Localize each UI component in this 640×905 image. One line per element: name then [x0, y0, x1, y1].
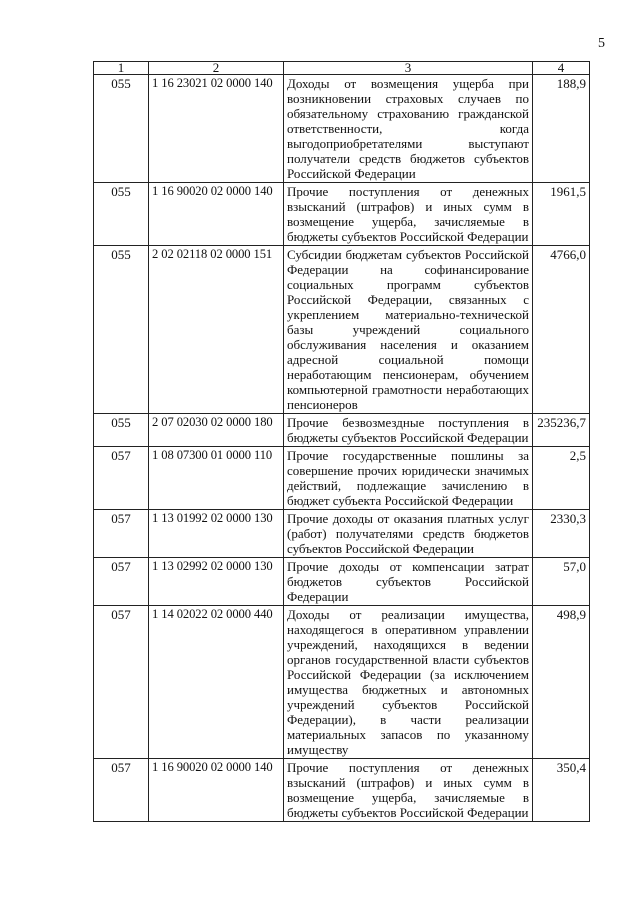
revenue-table [93, 61, 590, 822]
table-row [94, 606, 590, 759]
column-header-4: 4 [533, 62, 590, 75]
description-cell: Прочие безвозмездные поступления в бюджеты субъектов Российской Федерации [284, 414, 533, 447]
budget-code-cell: 2 07 02030 02 0000 180 [149, 414, 284, 447]
budget-code-cell: 1 16 90020 02 0000 140 [149, 183, 284, 246]
description-cell: Доходы от возмещения ущерба при возникновении страховых случаев по обязательному страхованию гражданской ответственности, когда выгодоприобретателями выступают получатели средств бюджетов субъектов Российской Федерации [284, 75, 533, 183]
amount-cell: 235236,7 [533, 414, 590, 447]
description-cell: Прочие доходы от оказания платных услуг (работ) получателями средств бюджетов субъектов Российской Федерации [284, 510, 533, 558]
budget-code-cell: 2 02 02118 02 0000 151 [149, 246, 284, 414]
page-number: 5 [598, 36, 605, 51]
amount-cell: 57,0 [533, 558, 590, 606]
budget-code-cell: 1 14 02022 02 0000 440 [149, 606, 284, 759]
admin-code-cell: 055 [94, 414, 149, 447]
table-row [94, 75, 590, 183]
admin-code-cell: 055 [94, 246, 149, 414]
amount-cell: 2330,3 [533, 510, 590, 558]
admin-code-cell: 057 [94, 606, 149, 759]
table-row [94, 246, 590, 414]
amount-cell: 498,9 [533, 606, 590, 759]
admin-code-cell: 055 [94, 75, 149, 183]
amount-cell: 350,4 [533, 759, 590, 822]
amount-cell: 4766,0 [533, 246, 590, 414]
column-header-2: 2 [149, 62, 284, 75]
description-cell: Прочие поступления от денежных взысканий (штрафов) и иных сумм в возмещение ущерба, зачисляемые в бюджеты субъектов Российской Федерации [284, 759, 533, 822]
amount-cell: 2,5 [533, 447, 590, 510]
budget-code-cell: 1 08 07300 01 0000 110 [149, 447, 284, 510]
admin-code-cell: 057 [94, 447, 149, 510]
admin-code-cell: 057 [94, 558, 149, 606]
description-cell: Прочие поступления от денежных взысканий (штрафов) и иных сумм в возмещение ущерба, зачисляемые в бюджеты субъектов Российской Федерации [284, 183, 533, 246]
column-header-3: 3 [284, 62, 533, 75]
column-header-1: 1 [94, 62, 149, 75]
budget-code-cell: 1 16 23021 02 0000 140 [149, 75, 284, 183]
admin-code-cell: 055 [94, 183, 149, 246]
description-cell: Субсидии бюджетам субъектов Российской Федерации на софинансирование социальных программ субъектов Российской Федерации, связанных с укреплением материально-технической базы учреждений социального обслуживания населения и оказанием адресной социальной помощи неработающим пенсионерам, обучением компьютерной грамотности неработающих пенсионеров [284, 246, 533, 414]
table-row [94, 510, 590, 558]
amount-cell: 188,9 [533, 75, 590, 183]
amount-cell: 1961,5 [533, 183, 590, 246]
table-row [94, 447, 590, 510]
admin-code-cell: 057 [94, 759, 149, 822]
description-cell: Прочие государственные пошлины за совершение прочих юридически значимых действий, подлежащие зачислению в бюджет субъекта Российской Федерации [284, 447, 533, 510]
admin-code-cell: 057 [94, 510, 149, 558]
description-cell: Прочие доходы от компенсации затрат бюджетов субъектов Российской Федерации [284, 558, 533, 606]
table-row [94, 558, 590, 606]
description-cell: Доходы от реализации имущества, находящегося в оперативном управлении учреждений, находящихся в ведении органов государственной власти субъектов Российской Федерации (за исключением имущества бюджетных и автономных учреждений субъектов Российской Федерации), в части реализации материальных запасов по указанному имуществу [284, 606, 533, 759]
table-row [94, 759, 590, 822]
budget-code-cell: 1 13 02992 02 0000 130 [149, 558, 284, 606]
table-row [94, 183, 590, 246]
budget-code-cell: 1 16 90020 02 0000 140 [149, 759, 284, 822]
table-row [94, 414, 590, 447]
budget-code-cell: 1 13 01992 02 0000 130 [149, 510, 284, 558]
table-header-row [94, 62, 590, 75]
